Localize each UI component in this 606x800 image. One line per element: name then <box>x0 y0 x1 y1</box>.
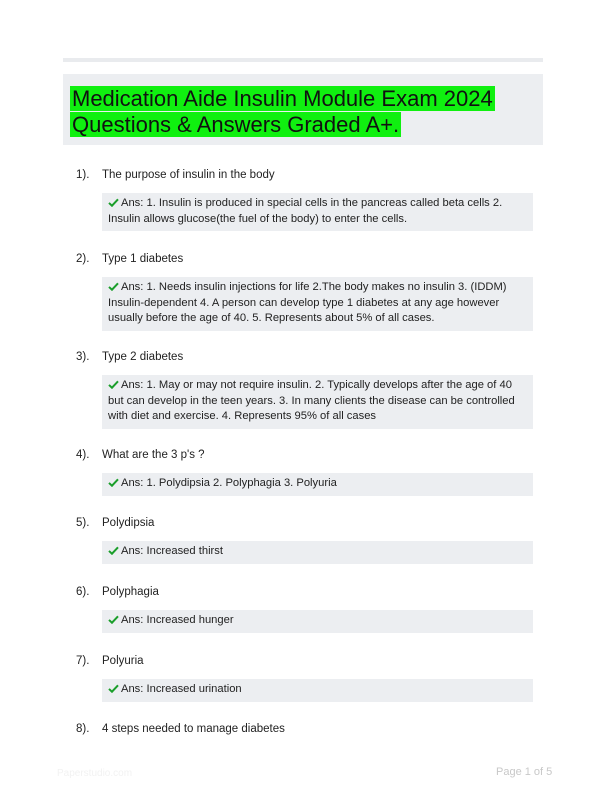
check-icon <box>108 615 119 624</box>
check-icon <box>108 478 119 487</box>
answer-text: Ans: 1. Insulin is produced in special cells in the pancreas called beta cells 2. Insulin allows glucose(the fuel of the body) to enter the cells. <box>108 197 503 225</box>
answer-box <box>102 679 533 702</box>
question-text: 4 steps needed to manage diabetes <box>102 723 285 735</box>
question-text: Polyuria <box>102 655 144 667</box>
footer-site-watermark: Paperstudio.com <box>57 768 133 779</box>
question-text: The purpose of insulin in the body <box>102 169 275 181</box>
question-number: 2). <box>76 253 90 265</box>
question-number: 5). <box>76 517 90 529</box>
question-text: Polyphagia <box>102 586 159 598</box>
answer-box <box>102 193 533 231</box>
answer-text: Ans: Increased thirst <box>121 545 223 557</box>
question-text: Type 1 diabetes <box>102 253 184 265</box>
question-text: Type 2 diabetes <box>102 351 184 363</box>
answer-box <box>102 375 533 429</box>
question-text: Polydipsia <box>102 517 155 529</box>
page-number: Page 1 of 5 <box>496 766 553 778</box>
answer-text: Ans: 1. Needs insulin injections for life 2.The body makes no insulin 3. (IDDM) Insulin-dependent 4. A person can develop type 1 diabetes at any age however usually before the age of 40. 5. Represents about 5% of all cases. <box>108 281 507 324</box>
answer-box <box>102 473 533 496</box>
check-icon <box>108 380 119 389</box>
answer-text: Ans: Increased hunger <box>121 614 234 626</box>
question-number: 4). <box>76 449 90 461</box>
answer-box <box>102 541 533 564</box>
check-icon <box>108 684 119 693</box>
question-text: What are the 3 p's ? <box>102 449 205 461</box>
check-icon <box>108 546 119 555</box>
answer-text: Ans: Increased urination <box>121 683 242 695</box>
question-number: 3). <box>76 351 90 363</box>
question-number: 8). <box>76 723 90 735</box>
answer-box <box>102 277 533 331</box>
question-number: 1). <box>76 169 90 181</box>
answer-text: Ans: 1. Polydipsia 2. Polyphagia 3. Polyuria <box>121 477 337 489</box>
question-number: 6). <box>76 586 90 598</box>
check-icon <box>108 282 119 291</box>
question-number: 7). <box>76 655 90 667</box>
check-icon <box>108 198 119 207</box>
answer-text: Ans: 1. May or may not require insulin. 2. Typically develops after the age of 40 but can develop in the teen years. 3. In many clients the disease can be controlled with diet and exercise. 4. Represents 95% of all cases <box>108 379 515 422</box>
document-title: Medication Aide Insulin Module Exam 2024 Questions & Answers Graded A+. <box>72 86 493 137</box>
answer-box <box>102 610 533 633</box>
